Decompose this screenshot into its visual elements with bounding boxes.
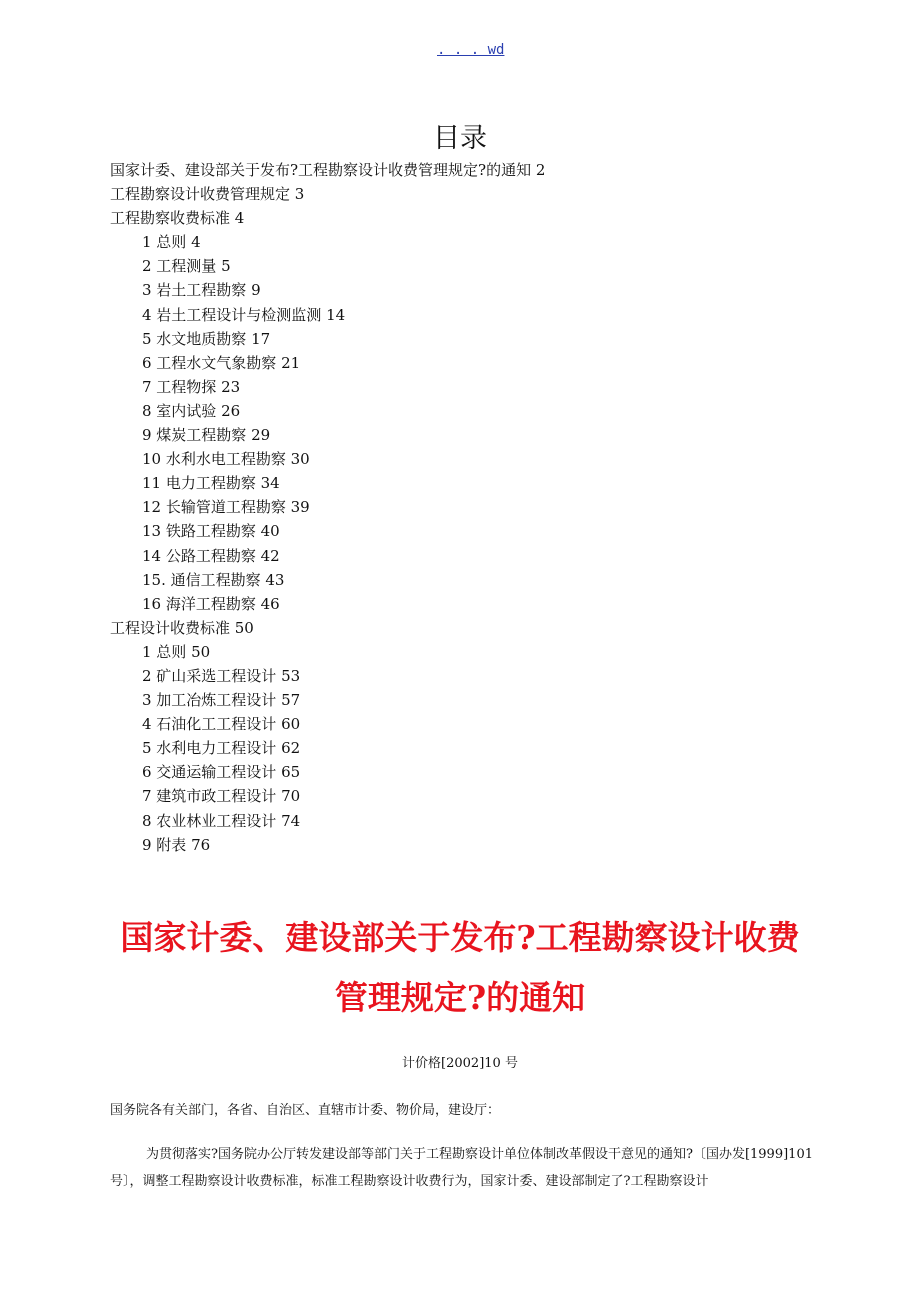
toc-entry[interactable]: 9 附表 76 xyxy=(142,835,211,854)
toc-entry[interactable]: 12 长输管道工程勘察 39 xyxy=(142,498,310,517)
toc-entry[interactable]: 10 水利水电工程勘察 30 xyxy=(142,450,310,469)
toc-entry[interactable]: 2 矿山采选工程设计 53 xyxy=(142,666,301,685)
toc-entry[interactable]: 16 海洋工程勘察 46 xyxy=(142,594,280,613)
toc-entry[interactable]: 7 工程物探 23 xyxy=(142,377,241,396)
toc-entry[interactable]: 3 岩土工程勘察 9 xyxy=(142,281,261,300)
toc-entry[interactable]: 国家计委、建设部关于发布?工程勘察设计收费管理规定?的通知 2 xyxy=(110,161,546,179)
toc-entry[interactable]: 4 石油化工工程设计 60 xyxy=(142,715,301,734)
toc-entry[interactable]: 2 工程测量 5 xyxy=(142,257,231,276)
toc-entry[interactable]: 8 农业林业工程设计 74 xyxy=(142,811,301,830)
header-link[interactable]: . . . wd xyxy=(437,42,505,58)
toc-entry[interactable]: 6 工程水文气象勘察 21 xyxy=(142,353,301,372)
notice-title xyxy=(0,908,920,1028)
toc-title: 目录 xyxy=(433,123,487,154)
table-of-contents xyxy=(110,158,830,857)
document-number: 计价格[2002]10 号 xyxy=(402,1056,518,1071)
notice-title-line-1: 国家计委、建设部关于发布?工程勘察设计收费 xyxy=(120,918,800,957)
body-paragraph: 为贯彻落实?国务院办公厅转发建设部等部门关于工程勘察设计单位体制改革假设干意见的通知?〔国办发[1999]101 号〕，调整工程勘察设计收费标准，标准工程勘察设计收费行为，国家计委、建设部制定了?工程勘察设计 xyxy=(110,1147,813,1189)
toc-entry[interactable]: 14 公路工程勘察 42 xyxy=(142,546,280,565)
toc-entry[interactable]: 工程设计收费标准 50 xyxy=(110,618,254,637)
toc-entry[interactable]: 7 建筑市政工程设计 70 xyxy=(142,787,301,806)
toc-entry[interactable]: 4 岩土工程设计与检测监测 14 xyxy=(142,305,346,324)
toc-entry[interactable]: 5 水文地质勘察 17 xyxy=(142,329,271,348)
toc-entry[interactable]: 1 总则 50 xyxy=(142,642,211,661)
toc-entry[interactable]: 3 加工冶炼工程设计 57 xyxy=(142,691,301,710)
toc-entry[interactable]: 15. 通信工程勘察 43 xyxy=(142,570,285,589)
notice-title-line-2: 管理规定?的通知 xyxy=(334,978,586,1017)
toc-entry[interactable]: 1 总则 4 xyxy=(142,233,201,252)
toc-entry[interactable]: 工程勘察收费标准 4 xyxy=(110,209,245,228)
toc-entry[interactable]: 11 电力工程勘察 34 xyxy=(142,474,280,493)
toc-entry[interactable]: 6 交通运输工程设计 65 xyxy=(142,763,301,782)
toc-entry[interactable]: 8 室内试验 26 xyxy=(142,401,241,420)
addressee: 国务院各有关部门，各省、自治区、直辖市计委、物价局，建设厅： xyxy=(110,1103,501,1118)
toc-entry[interactable]: 9 煤炭工程勘察 29 xyxy=(142,426,271,445)
toc-entry[interactable]: 工程勘察设计收费管理规定 3 xyxy=(110,185,305,204)
toc-entry[interactable]: 13 铁路工程勘察 40 xyxy=(142,522,280,541)
toc-entry[interactable]: 5 水利电力工程设计 62 xyxy=(142,739,301,758)
